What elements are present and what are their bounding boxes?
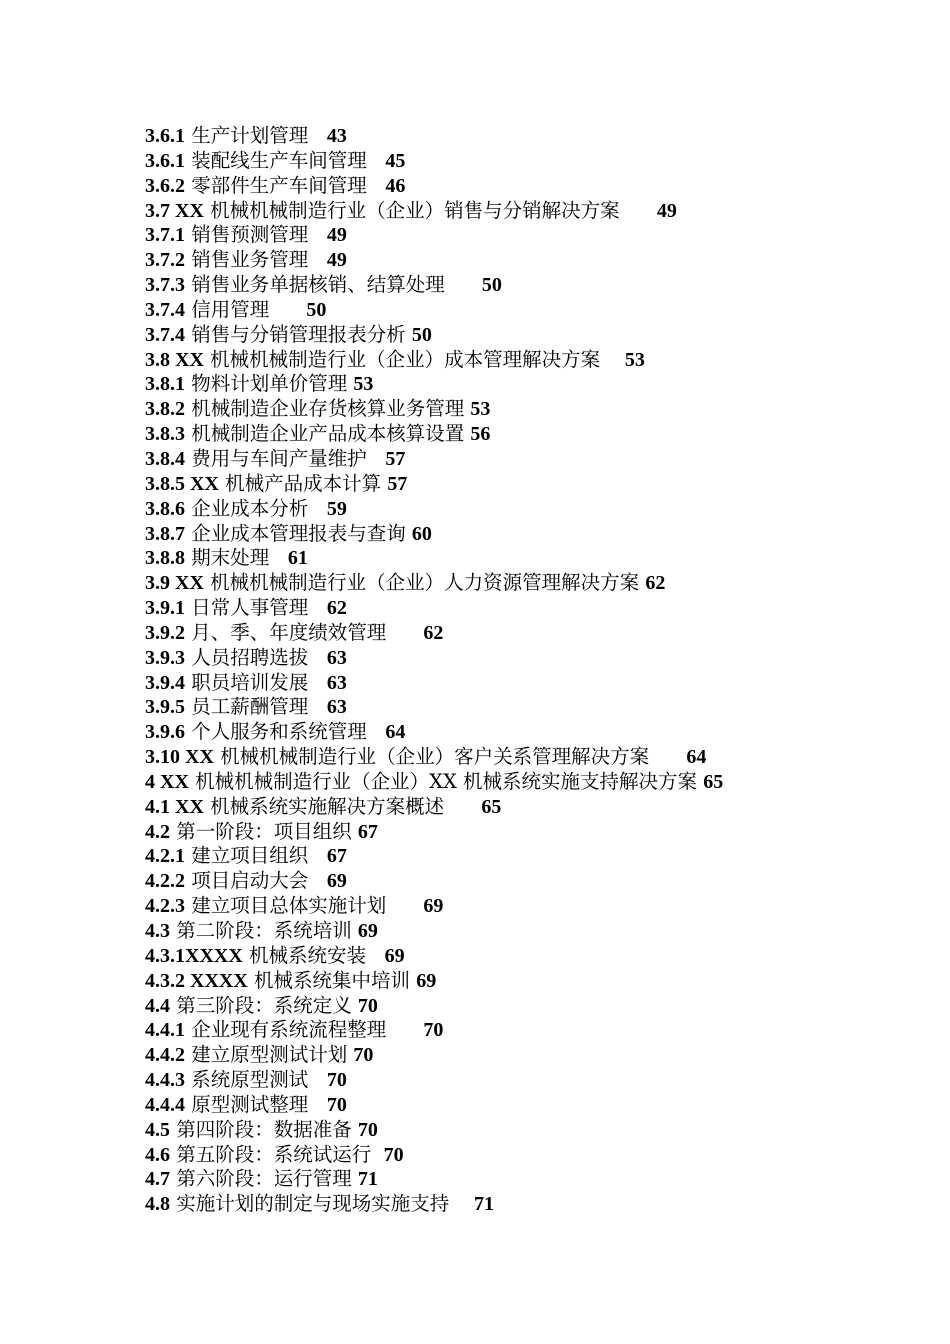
toc-entry-title: 原型测试整理 bbox=[191, 1092, 309, 1116]
toc-entry-number: 4.7 bbox=[145, 1168, 170, 1191]
toc-entry-number: 3.7.2 bbox=[145, 249, 185, 272]
toc-entry-title: 期末处理 bbox=[191, 546, 270, 570]
toc-entry[interactable] bbox=[145, 472, 925, 497]
toc-entry-page-number: 70 bbox=[357, 1118, 378, 1141]
toc-entry-page-number: 61 bbox=[287, 547, 308, 570]
toc-entry-title: 销售业务单据核销、结算处理 bbox=[191, 273, 445, 297]
toc-entry-title: 费用与车间产量维护 bbox=[191, 446, 367, 470]
toc-entry-number: 4.4.4 bbox=[145, 1093, 185, 1116]
toc-entry-title: 职员培训发展 bbox=[191, 670, 309, 694]
toc-entry[interactable] bbox=[145, 919, 925, 944]
toc-entry[interactable] bbox=[145, 199, 925, 224]
toc-entry-number: 4 XX bbox=[145, 770, 189, 793]
toc-entry-title: 信用管理 bbox=[191, 297, 270, 321]
toc-entry-number: 3.9.4 bbox=[145, 671, 185, 694]
toc-entry-number: 3.9.6 bbox=[145, 721, 185, 744]
toc-entry[interactable] bbox=[145, 671, 925, 696]
toc-entry-title: 第五阶段：系统试运行 bbox=[176, 1142, 372, 1166]
toc-entry-number: 4.4 bbox=[145, 994, 170, 1017]
toc-entry-number: 3.10 XX bbox=[145, 746, 214, 769]
toc-entry-number: 3.9.1 bbox=[145, 597, 185, 620]
toc-entry-page-number: 62 bbox=[645, 572, 666, 595]
toc-entry-page-number: 50 bbox=[306, 298, 327, 321]
toc-entry-number: 4.6 bbox=[145, 1143, 170, 1166]
toc-entry-title: 第一阶段：项目组织 bbox=[176, 819, 352, 843]
toc-entry-page-number: 63 bbox=[326, 671, 347, 694]
toc-entry[interactable] bbox=[145, 174, 925, 199]
toc-entry-page-number: 59 bbox=[326, 497, 347, 520]
toc-entry-page-number: 67 bbox=[326, 845, 347, 868]
toc-entry-title: 机械产品成本计算 bbox=[225, 471, 382, 495]
toc-entry-title: 机械机械制造行业（企业）销售与分销解决方案 bbox=[210, 198, 620, 222]
toc-entry[interactable] bbox=[145, 348, 925, 373]
toc-entry[interactable] bbox=[145, 522, 925, 547]
toc-entry-title: 人员招聘选拔 bbox=[191, 645, 309, 669]
toc-entry[interactable] bbox=[145, 994, 925, 1019]
toc-entry[interactable] bbox=[145, 1143, 925, 1168]
toc-entry-number: 3.7.4 bbox=[145, 323, 185, 346]
toc-entry-title: 员工薪酬管理 bbox=[191, 695, 309, 719]
toc-entry[interactable] bbox=[145, 646, 925, 671]
toc-entry-page-number: 64 bbox=[385, 721, 406, 744]
toc-entry-number: 3.8.6 bbox=[145, 497, 185, 520]
toc-entry-page-number: 57 bbox=[385, 447, 406, 470]
toc-entry-number: 4.4.2 bbox=[145, 1044, 185, 1067]
toc-entry-page-number: 69 bbox=[357, 920, 378, 942]
toc-entry-page-number: 50 bbox=[481, 274, 502, 297]
toc-entry-title: 第三阶段：系统定义 bbox=[176, 993, 352, 1017]
toc-entry[interactable] bbox=[145, 372, 925, 397]
toc-entry-number: 3.8.8 bbox=[145, 547, 185, 570]
toc-entry-page-number: 67 bbox=[357, 820, 378, 843]
toc-entry-title: 日常人事管理 bbox=[191, 596, 309, 620]
toc-entry[interactable] bbox=[145, 497, 925, 522]
toc-entry-title: 机械机械制造行业（企业）成本管理解决方案 bbox=[210, 347, 601, 371]
toc-entry-number: 3.8.1 bbox=[145, 373, 185, 396]
toc-entry-title: 第二阶段：系统培训 bbox=[176, 919, 352, 942]
toc-entry-number: 3.6.1 bbox=[145, 149, 185, 172]
toc-entry-number: 3.8.4 bbox=[145, 447, 185, 470]
toc-entry[interactable] bbox=[145, 820, 925, 845]
toc-entry[interactable] bbox=[145, 944, 925, 969]
toc-entry-page-number: 49 bbox=[656, 199, 677, 222]
toc-entry-number: 3.8.7 bbox=[145, 522, 185, 545]
toc-entry-title: 第四阶段：数据准备 bbox=[176, 1117, 352, 1141]
toc-entry-title: 机械系统实施解决方案概述 bbox=[210, 794, 445, 818]
toc-entry-title: 项目启动大会 bbox=[191, 869, 309, 893]
toc-entry-number: 4.1 XX bbox=[145, 795, 204, 818]
toc-entry-title: 物料计划单价管理 bbox=[191, 372, 348, 396]
toc-entry-page-number: 46 bbox=[385, 174, 406, 197]
toc-entry[interactable] bbox=[145, 869, 925, 894]
toc-entry[interactable] bbox=[145, 1093, 925, 1118]
toc-entry-number: 4.2.3 bbox=[145, 895, 185, 918]
toc-entry[interactable] bbox=[145, 1018, 925, 1043]
toc-entry-page-number: 70 bbox=[326, 1069, 347, 1092]
toc-entry[interactable] bbox=[145, 1192, 925, 1217]
toc-entry-page-number: 71 bbox=[474, 1193, 495, 1216]
toc-entry-number: 3.7.3 bbox=[145, 274, 185, 297]
toc-entry-title: 机械系统安装 bbox=[248, 943, 366, 967]
toc-entry-title: 企业现有系统流程整理 bbox=[191, 1018, 387, 1042]
toc-entry-title: 装配线生产车间管理 bbox=[191, 148, 367, 172]
toc-entry-number: 3.6.2 bbox=[145, 174, 185, 197]
toc-entry-title: 生产计划管理 bbox=[191, 124, 309, 147]
toc-entry-page-number: 60 bbox=[411, 522, 432, 545]
toc-entry[interactable] bbox=[145, 323, 925, 348]
toc-entry-number: 3.9.2 bbox=[145, 621, 185, 644]
toc-entry-title: 机械系统集中培训 bbox=[253, 968, 410, 992]
toc-entry-page-number: 65 bbox=[703, 770, 724, 793]
toc-entry-title: 系统原型测试 bbox=[191, 1068, 309, 1092]
toc-entry-number: 3.8.3 bbox=[145, 423, 185, 446]
toc-entry-page-number: 50 bbox=[411, 323, 432, 346]
toc-entry[interactable] bbox=[145, 621, 925, 646]
toc-entry[interactable] bbox=[145, 298, 925, 323]
toc-entry-title: 个人服务和系统管理 bbox=[191, 720, 367, 744]
toc-entry-title: 销售与分销管理报表分析 bbox=[191, 322, 406, 346]
toc-entry[interactable] bbox=[145, 1068, 925, 1093]
toc-entry-number: 3.9 XX bbox=[145, 572, 204, 595]
toc-entry-page-number: 63 bbox=[326, 646, 347, 669]
toc-entry[interactable] bbox=[145, 124, 925, 149]
toc-entry[interactable] bbox=[145, 720, 925, 745]
toc-entry-number: 3.7 XX bbox=[145, 199, 204, 222]
toc-entry-title: 建立项目总体实施计划 bbox=[191, 894, 387, 918]
toc-entry-title: 机械制造企业存货核算业务管理 bbox=[191, 397, 465, 421]
toc-entry-number: 3.6.1 bbox=[145, 125, 185, 147]
toc-entry-title: 零部件生产车间管理 bbox=[191, 173, 367, 197]
table-of-contents bbox=[145, 124, 925, 1217]
toc-entry-number: 3.7.4 bbox=[145, 298, 185, 321]
toc-entry-page-number: 53 bbox=[470, 398, 491, 421]
toc-entry[interactable] bbox=[145, 695, 925, 720]
toc-entry-page-number: 43 bbox=[326, 125, 347, 147]
toc-entry[interactable] bbox=[145, 422, 925, 447]
toc-entry-number: 4.3.1XXXX bbox=[145, 944, 243, 967]
toc-entry[interactable] bbox=[145, 1043, 925, 1068]
toc-entry-page-number: 45 bbox=[385, 149, 406, 172]
toc-entry-number: 3.7.1 bbox=[145, 224, 185, 247]
toc-entry-page-number: 62 bbox=[423, 621, 444, 644]
toc-entry-number: 3.8.5 XX bbox=[145, 472, 219, 495]
toc-entry-page-number: 69 bbox=[423, 895, 444, 918]
toc-entry[interactable] bbox=[145, 149, 925, 174]
toc-entry-number: 4.2 bbox=[145, 820, 170, 843]
toc-entry-page-number: 62 bbox=[326, 597, 347, 620]
toc-entry-number: 4.2.1 bbox=[145, 845, 185, 868]
toc-entry-title: 机械机械制造行业（企业）XX 机械系统实施支持解决方案 bbox=[195, 769, 698, 793]
toc-entry-number: 3.8.2 bbox=[145, 398, 185, 421]
toc-entry-title: 月、季、年度绩效管理 bbox=[191, 620, 387, 644]
toc-entry-number: 3.9.5 bbox=[145, 696, 185, 719]
toc-entry[interactable] bbox=[145, 596, 925, 621]
toc-entry-number: 4.4.1 bbox=[145, 1019, 185, 1042]
toc-entry-page-number: 49 bbox=[326, 224, 347, 247]
toc-entry[interactable] bbox=[145, 1118, 925, 1143]
toc-entry[interactable] bbox=[145, 273, 925, 298]
toc-entry-page-number: 70 bbox=[326, 1093, 347, 1116]
toc-entry-number: 4.5 bbox=[145, 1118, 170, 1141]
toc-entry[interactable] bbox=[145, 969, 925, 994]
toc-entry[interactable] bbox=[145, 745, 925, 770]
toc-entry-number: 4.8 bbox=[145, 1193, 170, 1216]
toc-entry-title: 销售业务管理 bbox=[191, 248, 309, 272]
toc-entry-title: 机械机械制造行业（企业）人力资源管理解决方案 bbox=[210, 571, 640, 595]
toc-entry-number: 3.8 XX bbox=[145, 348, 204, 371]
toc-entry-page-number: 53 bbox=[353, 373, 374, 396]
toc-entry-title: 第六阶段：运行管理 bbox=[176, 1167, 352, 1191]
toc-entry-page-number: 70 bbox=[357, 994, 378, 1017]
toc-entry-page-number: 57 bbox=[387, 472, 408, 495]
toc-entry-title: 实施计划的制定与现场实施支持 bbox=[176, 1192, 450, 1216]
toc-entry[interactable] bbox=[145, 770, 925, 795]
toc-entry-number: 4.3 bbox=[145, 920, 170, 942]
toc-entry-page-number: 64 bbox=[686, 746, 707, 769]
toc-entry-number: 4.2.2 bbox=[145, 870, 185, 893]
toc-entry[interactable] bbox=[145, 546, 925, 571]
toc-entry-title: 销售预测管理 bbox=[191, 223, 309, 247]
toc-entry-title: 企业成本管理报表与查询 bbox=[191, 521, 406, 545]
toc-entry[interactable] bbox=[145, 894, 925, 919]
toc-entry[interactable] bbox=[145, 1167, 925, 1192]
toc-entry-page-number: 53 bbox=[624, 348, 645, 371]
toc-entry[interactable] bbox=[145, 447, 925, 472]
toc-entry-page-number: 56 bbox=[470, 423, 491, 446]
toc-entry-number: 4.3.2 XXXX bbox=[145, 969, 248, 992]
toc-entry-title: 机械制造企业产品成本核算设置 bbox=[191, 422, 465, 446]
toc-entry-page-number: 70 bbox=[423, 1019, 444, 1042]
toc-entry-page-number: 65 bbox=[481, 795, 502, 818]
toc-entry-page-number: 69 bbox=[326, 870, 347, 893]
toc-entry[interactable] bbox=[145, 248, 925, 273]
toc-entry-number: 4.4.3 bbox=[145, 1069, 185, 1092]
toc-entry-page-number: 63 bbox=[326, 696, 347, 719]
toc-entry[interactable] bbox=[145, 795, 925, 820]
toc-entry[interactable] bbox=[145, 571, 925, 596]
toc-entry-title: 建立项目组织 bbox=[191, 844, 309, 868]
toc-entry-number: 3.9.3 bbox=[145, 646, 185, 669]
toc-entry-title: 机械机械制造行业（企业）客户关系管理解决方案 bbox=[220, 745, 650, 769]
toc-entry-page-number: 70 bbox=[383, 1143, 404, 1166]
toc-entry[interactable] bbox=[145, 223, 925, 248]
toc-entry-title: 企业成本分析 bbox=[191, 496, 309, 520]
toc-entry-page-number: 49 bbox=[326, 249, 347, 272]
toc-entry-page-number: 70 bbox=[353, 1044, 374, 1067]
toc-entry-page-number: 69 bbox=[416, 969, 437, 992]
toc-entry[interactable] bbox=[145, 397, 925, 422]
toc-entry-page-number: 69 bbox=[384, 944, 405, 967]
toc-entry-page-number: 71 bbox=[357, 1168, 378, 1191]
toc-entry-title: 建立原型测试计划 bbox=[191, 1043, 348, 1067]
toc-entry[interactable] bbox=[145, 844, 925, 869]
